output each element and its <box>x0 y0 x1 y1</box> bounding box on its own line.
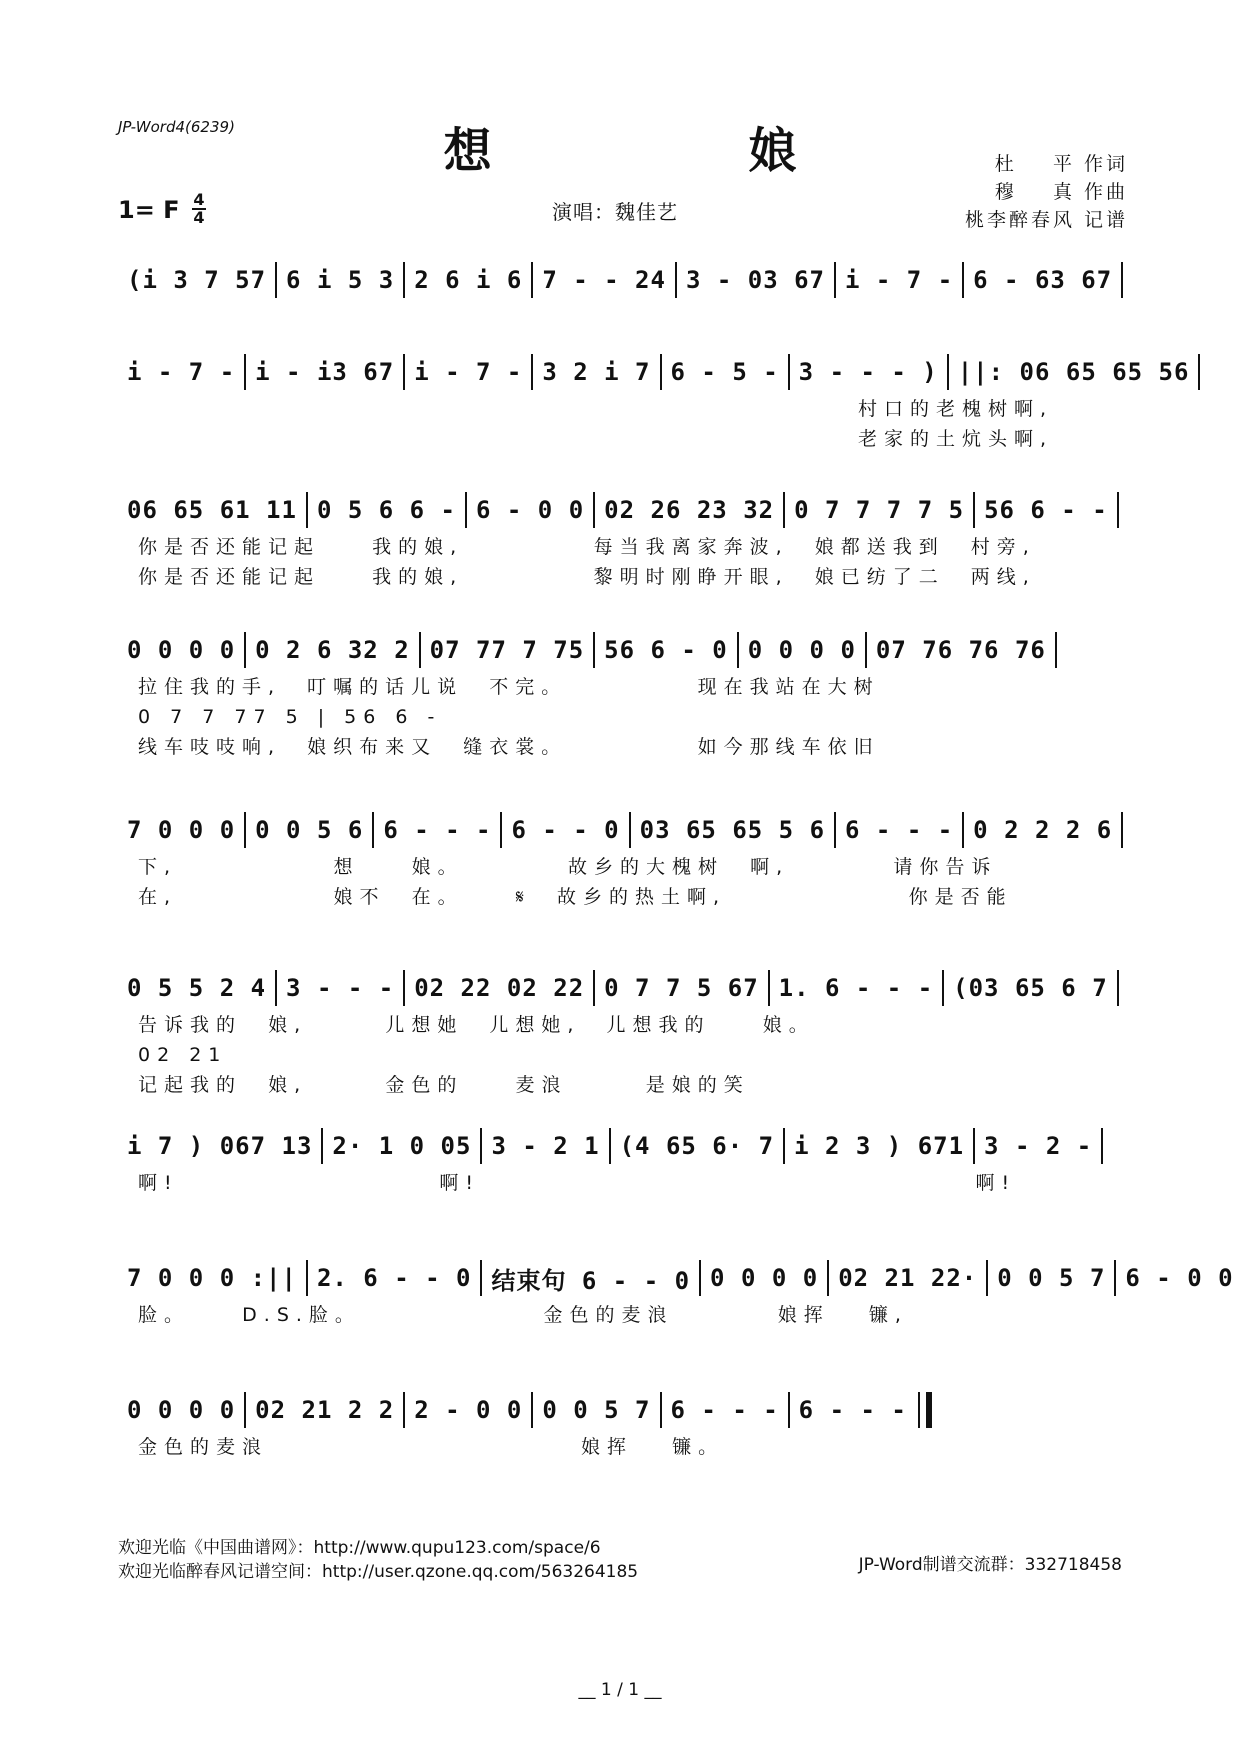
measure: 6 - - 0 <box>511 816 620 844</box>
notation-row <box>118 1388 1123 1432</box>
time-numerator: 4 <box>193 190 205 209</box>
lyric-line: 告诉我的 娘, 儿想她 儿想她, 儿想我的 娘。 <box>138 1014 815 1036</box>
notation-row <box>118 1256 1234 1300</box>
composer-credit: 穆 真 作曲 <box>994 181 1128 203</box>
measure: 0 7 7 7 7 5 <box>794 496 965 524</box>
footer-links <box>118 1536 638 1584</box>
measure: 0 2 6 32 2 <box>255 636 410 664</box>
measure: 2 6 i 6 <box>414 266 523 294</box>
lyric-line: 脸。 D.S.脸。 金色的麦浪 娘挥 镰, <box>138 1304 908 1326</box>
measure: 6 - 0 0 <box>1125 1264 1234 1292</box>
measure: 3 - 03 67 <box>685 266 825 294</box>
lyric-line: 村口的老槐树啊, <box>858 398 1054 420</box>
time-signature <box>192 192 206 226</box>
lyric-line: 在, 娘不 在。 𝄋 故乡的热土啊, 你是否能 <box>138 886 1013 908</box>
measure: 3 - 2 1 <box>491 1132 600 1160</box>
lyric-line: 0 7 7 77 5 | 56 6 - <box>138 706 442 728</box>
measure: 0 7 7 5 67 <box>604 974 759 1002</box>
notation-row <box>118 966 1123 1010</box>
lyric-line: 老家的土炕头啊, <box>858 428 1054 450</box>
measure: 07 76 76 76 <box>875 636 1046 664</box>
qq-group-info: JP-Word制谱交流群：332718458 <box>858 1555 1122 1575</box>
measure: 02 26 23 32 <box>604 496 775 524</box>
lyric-line: 你是否还能记起 我的娘, 每当我离家奔波, 娘都送我到 村旁, <box>138 536 1036 558</box>
measure: 06 65 61 11 <box>127 496 297 524</box>
song-title: 想 娘 <box>443 123 917 179</box>
score-system <box>118 1256 1234 1330</box>
barline <box>918 1392 932 1428</box>
software-tag: JP-Word4(6239) <box>118 118 235 136</box>
barline <box>1101 1128 1103 1164</box>
lyric-line: 02 21 <box>138 1044 228 1066</box>
barline <box>1117 970 1119 1006</box>
measure: 02 22 02 22 <box>414 974 585 1002</box>
measure: 0 0 5 6 <box>255 816 364 844</box>
measure: 02 21 22· <box>838 1264 978 1292</box>
measure: 0 0 0 0 <box>747 636 856 664</box>
lyric-line: 你是否还能记起 我的娘, 黎明时刚睁开眼, 娘已纺了二 两线, <box>138 566 1036 588</box>
footer-link-qupu[interactable]: 欢迎光临《中国曲谱网》：http://www.qupu123.com/space/6 <box>118 1538 601 1558</box>
notation-row <box>118 488 1123 532</box>
lyricist-credit: 杜 平 作词 <box>994 153 1128 175</box>
measure: 2· 1 0 05 <box>332 1132 472 1160</box>
measure: 03 65 65 5 6 <box>639 816 826 844</box>
measure: 2. 6 - - 0 <box>316 1264 472 1292</box>
measure: i 7 ) 067 13 <box>127 1132 313 1160</box>
lyric-line: 线车吱吱响, 娘织布来又 缝衣裳。 如今那线车依旧 <box>138 736 880 758</box>
measure: 7 0 0 0 :|| <box>127 1264 297 1292</box>
measure: 3 2 i 7 <box>542 358 651 386</box>
lyric-line: 下, 想 娘。 故乡的大槐树 啊, 请你告诉 <box>138 856 998 878</box>
page-number: __ 1 / 1 __ <box>578 1680 662 1700</box>
measure: 0 2 2 2 6 <box>973 816 1113 844</box>
barline <box>1117 492 1119 528</box>
lyric-line: 啊! 啊! 啊! <box>138 1172 1017 1194</box>
measure: 6 - 63 67 <box>973 266 1113 294</box>
singer-credit: 演唱：魏佳艺 <box>552 200 678 224</box>
notation-row <box>118 808 1123 852</box>
score-system <box>118 628 1123 762</box>
measure: 02 21 2 2 <box>255 1396 395 1424</box>
measure: 0 0 0 0 <box>710 1264 819 1292</box>
score-system <box>118 1124 1123 1198</box>
measure: 7 - - 24 <box>542 266 666 294</box>
measure: 0 0 0 0 <box>127 1396 236 1424</box>
barline <box>1055 632 1057 668</box>
measure: 6 - 5 - <box>670 358 779 386</box>
score-system <box>118 350 1190 454</box>
lyric-line: 金色的麦浪 娘挥 镰。 <box>138 1436 725 1458</box>
barline <box>1121 262 1123 298</box>
barline <box>1121 812 1123 848</box>
measure: 结束句 6 - - 0 <box>491 1266 691 1295</box>
measure: 3 - - - <box>286 974 395 1002</box>
lyric-line: 记起我的 娘, 金色的 麦浪 是娘的笑 <box>138 1074 750 1096</box>
score-system <box>118 488 1123 592</box>
score-system <box>118 1388 1123 1462</box>
measure: 7 0 0 0 <box>127 816 236 844</box>
score-system <box>118 258 1123 302</box>
measure: 0 5 5 2 4 <box>127 974 267 1002</box>
measure: i - 7 - <box>414 358 523 386</box>
measure: 0 0 5 7 <box>997 1264 1106 1292</box>
measure: 3 - - - ) <box>798 358 938 386</box>
measure: 6 - - - <box>798 1396 907 1424</box>
lyric-line: 拉住我的手, 叮嘱的话儿说 不完。 现在我站在大树 <box>138 676 880 698</box>
measure: (i 3 7 57 <box>127 266 267 294</box>
measure: ||: 06 65 65 56 <box>957 358 1190 386</box>
measure: 0 0 0 0 <box>127 636 236 664</box>
score-system <box>118 966 1123 1100</box>
measure: 1. 6 - - - <box>778 974 934 1002</box>
measure: i - 7 - <box>845 266 954 294</box>
measure: 56 6 - 0 <box>604 636 728 664</box>
notation-row <box>118 258 1123 302</box>
measure: 6 - - - <box>383 816 492 844</box>
measure: i 2 3 ) 671 <box>794 1132 965 1160</box>
score-system <box>118 808 1123 912</box>
measure: (03 65 6 7 <box>953 974 1108 1002</box>
key-signature: 1= F <box>118 196 180 224</box>
credits <box>965 150 1128 234</box>
measure: 0 0 5 7 <box>542 1396 651 1424</box>
measure: 6 - - - <box>845 816 954 844</box>
measure: 3 - 2 - <box>984 1132 1093 1160</box>
transcriber-credit: 桃李醉春风 记谱 <box>964 209 1128 231</box>
measure: i - i3 67 <box>255 358 395 386</box>
measure: i - 7 - <box>127 358 236 386</box>
barline <box>1198 354 1200 390</box>
measure: (4 65 6· 7 <box>619 1132 775 1160</box>
measure: 56 6 - - <box>984 496 1108 524</box>
measure: 07 77 7 75 <box>429 636 585 664</box>
footer-link-qzone[interactable]: 欢迎光临醉春风记谱空间：http://user.qzone.qq.com/563264185 <box>118 1562 639 1582</box>
measure: 6 - - - <box>670 1396 779 1424</box>
notation-row <box>118 1124 1123 1168</box>
time-denominator: 4 <box>193 208 205 227</box>
measure: 6 i 5 3 <box>286 266 395 294</box>
measure: 0 5 6 6 - <box>316 496 456 524</box>
notation-row <box>118 628 1123 672</box>
measure: 2 - 0 0 <box>414 1396 523 1424</box>
measure: 6 - 0 0 <box>476 496 585 524</box>
notation-row <box>118 350 1190 394</box>
